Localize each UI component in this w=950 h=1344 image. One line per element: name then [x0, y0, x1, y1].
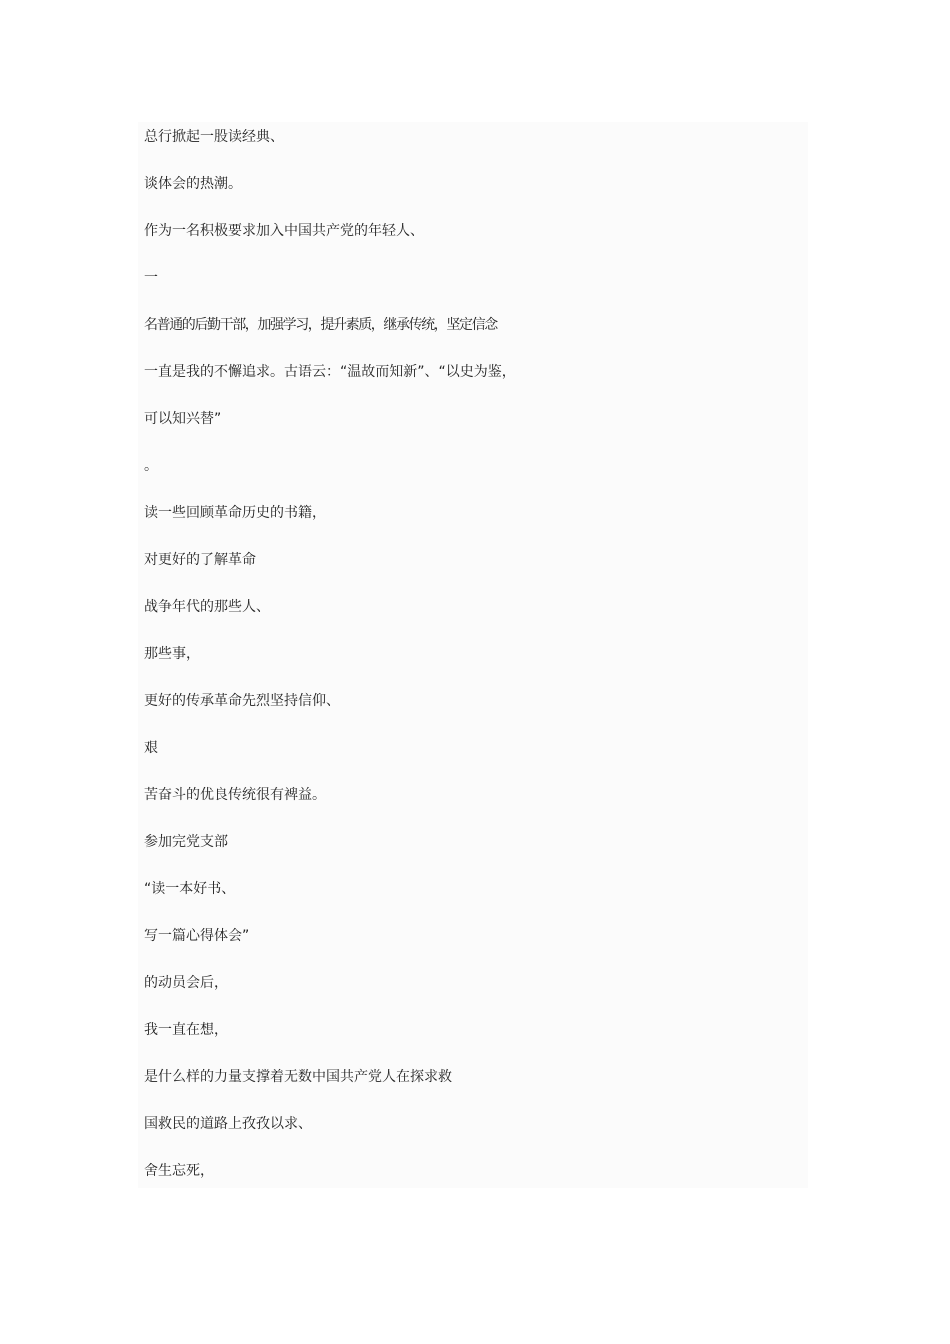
text-line: “读一本好书、 [144, 881, 236, 897]
text-line: 一直是我的不懈追求。古语云：“温故而知新”、“以史为鉴， [144, 364, 516, 380]
text-line: 更好的传承革命先烈坚持信仰、 [144, 693, 340, 709]
text-line: 战争年代的那些人、 [144, 599, 270, 615]
text-line: 总行掀起一股读经典、 [144, 129, 284, 145]
text-line: 一 [144, 270, 158, 286]
text-line: 作为一名积极要求加入中国共产党的年轻人、 [144, 223, 424, 239]
text-line: 谈体会的热潮。 [144, 176, 242, 192]
text-block-background [138, 122, 808, 1188]
text-line: 名普通的后勤干部，加强学习，提升素质，继承传统，坚定信念 [144, 317, 497, 333]
text-line: 我一直在想， [144, 1022, 228, 1038]
text-line: 参加完党支部 [144, 834, 228, 850]
text-line: 苦奋斗的优良传统很有裨益。 [144, 787, 326, 803]
text-line: 的动员会后， [144, 975, 228, 991]
text-line: 是什么样的力量支撑着无数中国共产党人在探求救 [144, 1069, 452, 1085]
text-line: 那些事， [144, 646, 200, 662]
text-line: 对更好的了解革命 [144, 552, 256, 568]
text-line: 国救民的道路上孜孜以求、 [144, 1116, 312, 1132]
text-line: 艰 [144, 740, 158, 756]
text-line: 写一篇心得体会” [144, 928, 250, 944]
text-line: 舍生忘死， [144, 1163, 214, 1179]
text-line: 可以知兴替” [144, 411, 222, 427]
text-line: 读一些回顾革命历史的书籍， [144, 505, 326, 521]
text-line: 。 [144, 458, 158, 474]
